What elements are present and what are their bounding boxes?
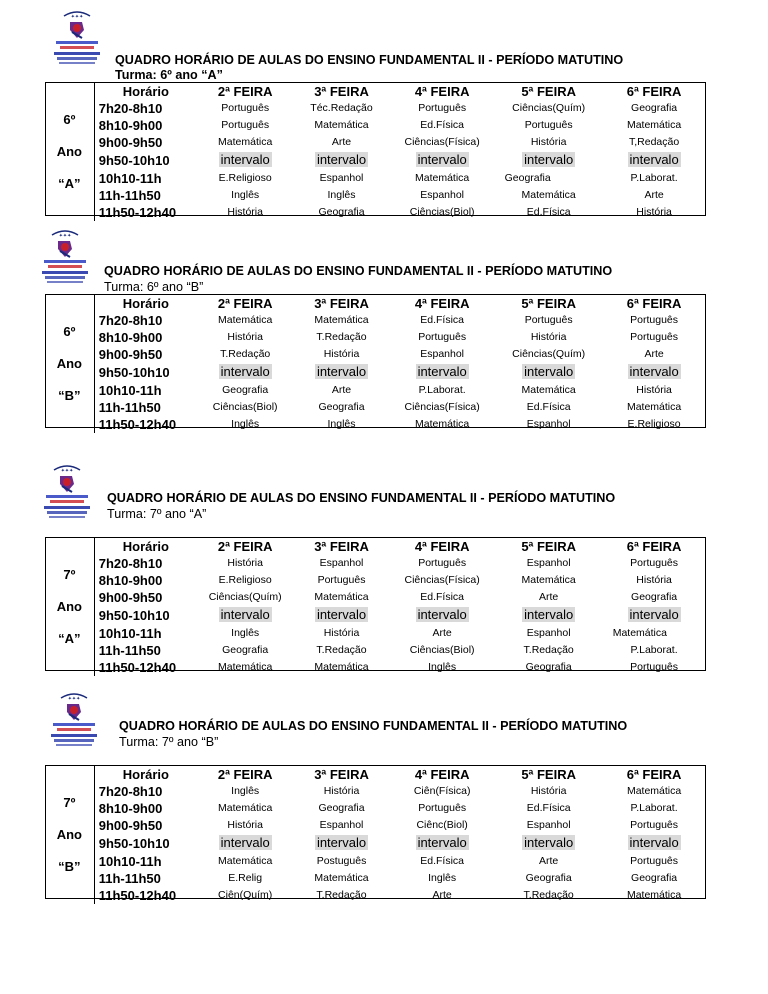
break-label: intervalo [524, 152, 574, 167]
column-header-day: 3ª FEIRA [314, 767, 369, 782]
header-row [45, 295, 706, 312]
subject-cell: Matemática [521, 384, 576, 396]
subject-cell: Ed.Física [526, 401, 571, 413]
table-row [45, 834, 706, 853]
subject-cell: Matemática [626, 401, 682, 413]
subject-cell: Geografia [631, 102, 678, 114]
table-row [45, 117, 706, 134]
class-side-label [45, 538, 94, 676]
subject-cell: Ciências(Biol) [409, 206, 475, 218]
subject-cell: Geografia [631, 872, 678, 884]
table-row [45, 312, 706, 329]
column-header-horario: Horário [122, 296, 169, 311]
time-slot: 11h-11h50 [98, 643, 161, 658]
break-label: intervalo [524, 364, 574, 379]
table-row [45, 606, 706, 625]
table-row [45, 800, 706, 817]
subject-cell: Ciências(Quím) [512, 348, 586, 360]
subject-cell: Arte [644, 189, 664, 201]
table-row [45, 346, 706, 363]
column-header-day: 4ª FEIRA [414, 84, 470, 99]
subject-cell: Matemática [218, 855, 273, 867]
subject-cell: Espanhol [319, 172, 364, 184]
time-slot: 10h10-11h [98, 854, 162, 869]
subject-cell: Geografia [525, 661, 572, 673]
schedule-title: QUADRO HORÁRIO DE AULAS DO ENSINO FUNDAMENTAL II - PERÍODO MATUTINO [107, 491, 616, 505]
subject-cell: História [530, 136, 567, 148]
subject-cell: Ed.Física [526, 206, 571, 218]
column-header-day: 6ª FEIRA [626, 84, 682, 99]
time-slot: 8h10-9h00 [98, 801, 163, 816]
schedule-table-6a [45, 83, 706, 221]
subject-cell: História [227, 819, 263, 831]
subject-cell: T.Redação [316, 644, 367, 656]
side-label-line: “B” [58, 388, 81, 403]
break-cell [197, 151, 293, 170]
subject-cell: Ed.Física [526, 802, 571, 814]
subject-cell: Português [630, 331, 679, 343]
subject-cell: Matemática [521, 574, 576, 586]
subject-cell: Téc.Redação [310, 102, 373, 114]
subject-cell: Matemática [521, 189, 576, 201]
subject-cell: Matemática [314, 591, 369, 603]
subject-cell: Inglês [231, 785, 260, 797]
subject-cell: Português [418, 802, 467, 814]
subject-cell: Arte [539, 591, 559, 603]
break-label: intervalo [524, 607, 574, 622]
subject-cell: Ciências(Quím) [208, 591, 282, 603]
subject-cell: T.Redação [523, 644, 574, 656]
side-label-line: 7º [63, 567, 76, 582]
subject-cell: Ciências(Física) [404, 136, 480, 148]
subject-cell: História [636, 574, 672, 586]
column-header-day: 4ª FEIRA [414, 767, 470, 782]
subject-cell: História [227, 331, 263, 343]
side-label-line: 7º [63, 795, 76, 810]
schedule-title: QUADRO HORÁRIO DE AULAS DO ENSINO FUNDAMENTAL II - PERÍODO MATUTINO [104, 264, 613, 278]
column-header-horario: Horário [122, 767, 169, 782]
subject-cell: Matemática [626, 119, 682, 131]
class-label: Turma: 7º ano “B” [119, 735, 219, 749]
subject-cell: Português [221, 102, 270, 114]
table-row [45, 134, 706, 151]
column-header-day: 5ª FEIRA [521, 296, 576, 311]
subject-cell: P.Laborat. [630, 802, 678, 814]
subject-cell: P.Laborat. [630, 644, 678, 656]
break-cell [495, 606, 603, 625]
subject-cell: Matemática [218, 136, 273, 148]
column-header-day: 3ª FEIRA [314, 539, 369, 554]
table-row [45, 642, 706, 659]
subject-cell: T.Redação [316, 331, 367, 343]
class-side-label [45, 295, 94, 433]
column-header-day: 6ª FEIRA [626, 539, 682, 554]
subject-cell: História [636, 384, 672, 396]
side-label-line: “A” [58, 176, 81, 191]
subject-cell: Matemática [218, 314, 273, 326]
subject-cell: Matemática [626, 889, 682, 901]
subject-cell: Ed.Física [420, 314, 465, 326]
subject-cell: Arte [539, 855, 559, 867]
subject-cell: Inglês [231, 418, 260, 430]
subject-cell: História [323, 785, 360, 797]
table-row [45, 204, 706, 221]
subject-cell: História [227, 557, 263, 569]
time-slot: 9h50-10h10 [98, 153, 170, 168]
table-row [45, 416, 706, 433]
subject-cell: Ciên(Quím) [218, 889, 273, 901]
break-cell [603, 363, 706, 382]
subject-cell: Português [418, 331, 467, 343]
subject-cell: Espanhol [319, 557, 364, 569]
subject-cell: Matemática [626, 785, 682, 797]
break-label: intervalo [316, 835, 367, 850]
school-logo [38, 462, 96, 524]
subject-cell: Espanhol [526, 557, 571, 569]
column-header-day: 3ª FEIRA [314, 84, 369, 99]
class-side-label [45, 766, 94, 904]
break-cell [293, 834, 389, 853]
column-header-day: 5ª FEIRA [521, 767, 576, 782]
break-label: intervalo [220, 835, 270, 850]
time-slot: 11h50-12h40 [98, 205, 177, 220]
break-label: intervalo [316, 152, 367, 167]
time-slot: 9h00-9h50 [98, 347, 163, 362]
subject-cell: Arte [644, 348, 664, 360]
subject-cell: Inglês [428, 872, 457, 884]
column-header-horario: Horário [122, 539, 169, 554]
break-cell [390, 151, 495, 170]
subject-cell: Português [317, 574, 366, 586]
subject-cell: Português [221, 119, 270, 131]
subject-cell: Postuguês [316, 855, 367, 867]
subject-cell: Inglês [428, 661, 457, 673]
time-slot: 9h00-9h50 [98, 135, 163, 150]
header-row [45, 766, 706, 783]
subject-cell: Matemática [314, 119, 369, 131]
table-row [45, 817, 706, 834]
time-slot: 7h20-8h10 [98, 556, 163, 571]
subject-cell: Arte [331, 136, 352, 148]
subject-cell: Ciências(Física) [404, 401, 480, 413]
subject-cell: E.Relig [228, 872, 263, 884]
subject-cell: Ed.Física [420, 591, 465, 603]
time-slot: 11h50-12h40 [98, 660, 177, 675]
break-label: intervalo [417, 607, 467, 622]
subject-cell: Ed.Física [420, 119, 465, 131]
table-row [45, 100, 706, 117]
side-label-line: 6º [63, 112, 76, 127]
table-row [45, 783, 706, 800]
subject-cell: História [530, 785, 567, 797]
time-slot: 10h10-11h [98, 171, 162, 186]
table-row [45, 382, 706, 399]
column-header-day: 2ª FEIRA [217, 84, 273, 99]
column-header-day: 2ª FEIRA [217, 539, 273, 554]
table-row [45, 399, 706, 416]
subject-cell: Ciên(Física) [413, 785, 471, 797]
break-cell [603, 834, 706, 853]
class-label: Turma: 6º ano “B” [104, 280, 204, 294]
subject-cell: Geografia [318, 401, 365, 413]
table-row [45, 555, 706, 572]
subject-cell: Geografia [525, 872, 572, 884]
side-label-line: Ano [56, 827, 82, 842]
break-label: intervalo [629, 364, 679, 379]
subject-cell: T,Redação [629, 136, 680, 148]
subject-cell: P.Laborat. [630, 172, 678, 184]
break-cell [390, 606, 495, 625]
subject-cell: E.Religioso [218, 172, 272, 184]
table-row [45, 853, 706, 870]
column-header-day: 6ª FEIRA [626, 296, 682, 311]
time-slot: 11h50-12h40 [98, 888, 177, 903]
table-row [45, 187, 706, 204]
time-slot: 9h50-10h10 [98, 365, 170, 380]
break-label: intervalo [220, 607, 270, 622]
break-cell [293, 151, 389, 170]
column-header-day: 4ª FEIRA [414, 296, 470, 311]
subject-cell: Ciências(Biol) [409, 644, 475, 656]
subject-cell: Geografia [318, 206, 365, 218]
side-label-line: 6º [63, 324, 76, 339]
subject-cell: Matemática [314, 314, 369, 326]
subject-cell: T.Redação [523, 889, 574, 901]
table-row [45, 625, 706, 642]
subject-cell: E.Religioso [627, 418, 681, 430]
school-logo [36, 227, 94, 289]
break-cell [603, 151, 706, 170]
time-slot: 10h10-11h [98, 626, 162, 641]
table-row [45, 151, 706, 170]
subject-cell: Matemática [218, 661, 273, 673]
break-cell [390, 834, 495, 853]
break-label: intervalo [524, 835, 574, 850]
subject-cell: T.Redação [220, 348, 271, 360]
subject-cell: Espanhol [526, 418, 571, 430]
time-slot: 10h10-11h [98, 383, 162, 398]
subject-cell: Espanhol [526, 819, 571, 831]
table-row [45, 363, 706, 382]
break-cell [293, 363, 389, 382]
school-logo [45, 690, 103, 752]
time-slot: 11h50-12h40 [98, 417, 177, 432]
column-header-day: 2ª FEIRA [217, 296, 273, 311]
table-row [45, 329, 706, 346]
subject-cell: Português [418, 102, 467, 114]
time-slot: 7h20-8h10 [98, 784, 163, 799]
subject-cell: Matemática [612, 627, 667, 639]
subject-cell: Ciências(Quím) [512, 102, 586, 114]
subject-cell: História [227, 206, 263, 218]
subject-cell: Espanhol [420, 348, 465, 360]
subject-cell: Inglês [231, 627, 260, 639]
subject-cell: Arte [432, 889, 452, 901]
break-cell [603, 606, 706, 625]
time-slot: 8h10-9h00 [98, 573, 163, 588]
time-slot: 9h00-9h50 [98, 590, 163, 605]
subject-cell: História [323, 627, 360, 639]
break-label: intervalo [316, 364, 367, 379]
school-logo [48, 8, 106, 70]
subject-cell: Geografia [318, 802, 365, 814]
time-slot: 7h20-8h10 [98, 313, 163, 328]
time-slot: 8h10-9h00 [98, 330, 163, 345]
side-label-line: Ano [56, 144, 82, 159]
break-cell [495, 151, 603, 170]
break-cell [390, 363, 495, 382]
table-row [45, 170, 706, 187]
subject-cell: Matemática [415, 172, 470, 184]
subject-cell: Português [630, 661, 679, 673]
table-row [45, 659, 706, 676]
class-label: Turma: 6º ano “A” [115, 68, 223, 82]
time-slot: 11h-11h50 [98, 400, 161, 415]
subject-cell: Português [630, 819, 679, 831]
break-cell [197, 606, 293, 625]
column-header-day: 6ª FEIRA [626, 767, 682, 782]
table-row [45, 572, 706, 589]
subject-cell: Inglês [327, 189, 356, 201]
subject-cell: Ciências(Biol) [212, 401, 278, 413]
subject-cell: Português [630, 557, 679, 569]
table-row [45, 887, 706, 904]
table-row [45, 589, 706, 606]
time-slot: 11h-11h50 [98, 188, 161, 203]
subject-cell: Português [524, 119, 573, 131]
break-label: intervalo [417, 364, 467, 379]
side-label-line: Ano [56, 599, 82, 614]
subject-cell: Português [524, 314, 573, 326]
subject-cell: História [530, 331, 567, 343]
break-label: intervalo [629, 835, 679, 850]
subject-cell: Ciências(Física) [404, 574, 480, 586]
subject-cell: Ed.Física [420, 855, 465, 867]
class-label: Turma: 7º ano “A” [107, 507, 207, 521]
break-label: intervalo [417, 835, 467, 850]
column-header-day: 2ª FEIRA [217, 767, 273, 782]
column-header-day: 3ª FEIRA [314, 296, 369, 311]
class-side-label [45, 83, 94, 221]
header-row [45, 538, 706, 555]
break-label: intervalo [417, 152, 467, 167]
subject-cell: Inglês [327, 418, 356, 430]
subject-cell: Geografia [222, 644, 269, 656]
subject-cell: Matemática [314, 661, 369, 673]
column-header-day: 4ª FEIRA [414, 539, 470, 554]
schedule-table-7a [45, 538, 706, 676]
column-header-day: 5ª FEIRA [521, 84, 576, 99]
schedule-title: QUADRO HORÁRIO DE AULAS DO ENSINO FUNDAMENTAL II - PERÍODO MATUTINO [119, 719, 628, 733]
subject-cell: História [636, 206, 672, 218]
subject-cell: Matemática [415, 418, 470, 430]
time-slot: 9h50-10h10 [98, 608, 170, 623]
side-label-line: “A” [58, 631, 81, 646]
subject-cell: Arte [331, 384, 352, 396]
break-cell [197, 834, 293, 853]
subject-cell: Português [630, 855, 679, 867]
break-label: intervalo [220, 364, 270, 379]
time-slot: 9h50-10h10 [98, 836, 170, 851]
break-cell [293, 606, 389, 625]
break-label: intervalo [220, 152, 270, 167]
table-row [45, 870, 706, 887]
break-cell [197, 363, 293, 382]
subject-cell: Geografia [504, 172, 551, 184]
break-cell [495, 363, 603, 382]
break-cell [495, 834, 603, 853]
subject-cell: E.Religioso [218, 574, 272, 586]
side-label-line: “B” [58, 859, 81, 874]
subject-cell: Geografia [222, 384, 269, 396]
subject-cell: Espanhol [526, 627, 571, 639]
subject-cell: Arte [432, 627, 452, 639]
schedule-table-6b [45, 295, 706, 433]
subject-cell: Matemática [314, 872, 369, 884]
schedule-table-7b [45, 766, 706, 904]
break-label: intervalo [316, 607, 367, 622]
subject-cell: Espanhol [420, 189, 465, 201]
schedule-title: QUADRO HORÁRIO DE AULAS DO ENSINO FUNDAMENTAL II - PERÍODO MATUTINO [115, 53, 624, 67]
column-header-horario: Horário [122, 84, 169, 99]
subject-cell: Inglês [231, 189, 260, 201]
subject-cell: Português [418, 557, 467, 569]
subject-cell: Ciênc(Biol) [416, 819, 468, 831]
subject-cell: Português [630, 314, 679, 326]
subject-cell: P.Laborat. [418, 384, 466, 396]
break-label: intervalo [629, 152, 679, 167]
side-label-line: Ano [56, 356, 82, 371]
header-row [45, 83, 706, 100]
time-slot: 8h10-9h00 [98, 118, 163, 133]
subject-cell: História [323, 348, 360, 360]
subject-cell: Espanhol [319, 819, 364, 831]
subject-cell: Geografia [631, 591, 678, 603]
subject-cell: Matemática [218, 802, 273, 814]
time-slot: 11h-11h50 [98, 871, 161, 886]
break-label: intervalo [629, 607, 679, 622]
column-header-day: 5ª FEIRA [521, 539, 576, 554]
time-slot: 9h00-9h50 [98, 818, 163, 833]
time-slot: 7h20-8h10 [98, 101, 163, 116]
subject-cell: T.Redação [316, 889, 367, 901]
